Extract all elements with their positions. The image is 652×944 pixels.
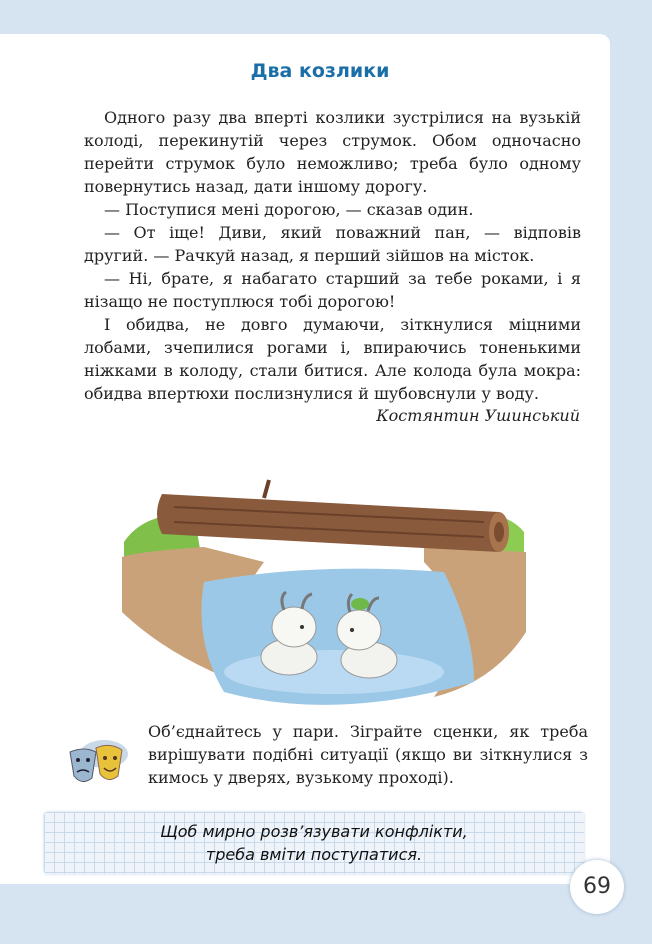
story-paragraph: Одного разу два вперті козлики зустрілися на вузькій колоді, перекинутій через струмок. Обом одночасно перейти струмок було неможливо; треба було одному повернутись назад, дати іншому дорогу. xyxy=(84,108,581,196)
two-goats-illustration xyxy=(114,452,534,722)
task-text: Об’єднайтесь у пари. Зіграйте сценки, як треба вирішувати подібні ситуації (якщо ви зіткнулися з кимось у дверях, вузькому проході). xyxy=(148,722,588,787)
moral-line-2: треба вміти поступатися. xyxy=(205,845,423,864)
water-ripple xyxy=(224,650,444,694)
moral-note xyxy=(44,812,584,874)
story-paragraph: — Поступися мені дорогою, — сказав один. xyxy=(104,200,474,219)
story-author: Костянтин Ушинський xyxy=(376,406,580,425)
textbook-page xyxy=(0,34,610,884)
moral-text xyxy=(44,820,584,866)
log xyxy=(157,480,509,552)
story-paragraph: — Ні, брате, я набагато старший за тебе роками, і я нізащо не поступлюся тобі дорогою! xyxy=(84,269,581,311)
theater-masks-icon xyxy=(62,732,138,792)
frog-on-goat xyxy=(351,598,369,610)
page-number: 69 xyxy=(570,860,624,914)
story-paragraph: І обидва, не довго думаючи, зіткнулися міцними лобами, зчепилися рогами і, впираючись тоненькими ніжками в колоду, стали битися. Але колода була мокра: обидва впертюхи послизнулися й шубовснули у воду. xyxy=(84,315,581,403)
story-paragraph: — От іще! Диви, який поважний пан, — відповів другий. — Рачкуй назад, я перший зійшов на місток. xyxy=(84,223,581,265)
moral-line-1: Щоб мирно розв’язувати конфлікти, xyxy=(160,822,468,841)
story-text xyxy=(84,106,581,405)
story-title: Два козлики xyxy=(250,60,390,82)
